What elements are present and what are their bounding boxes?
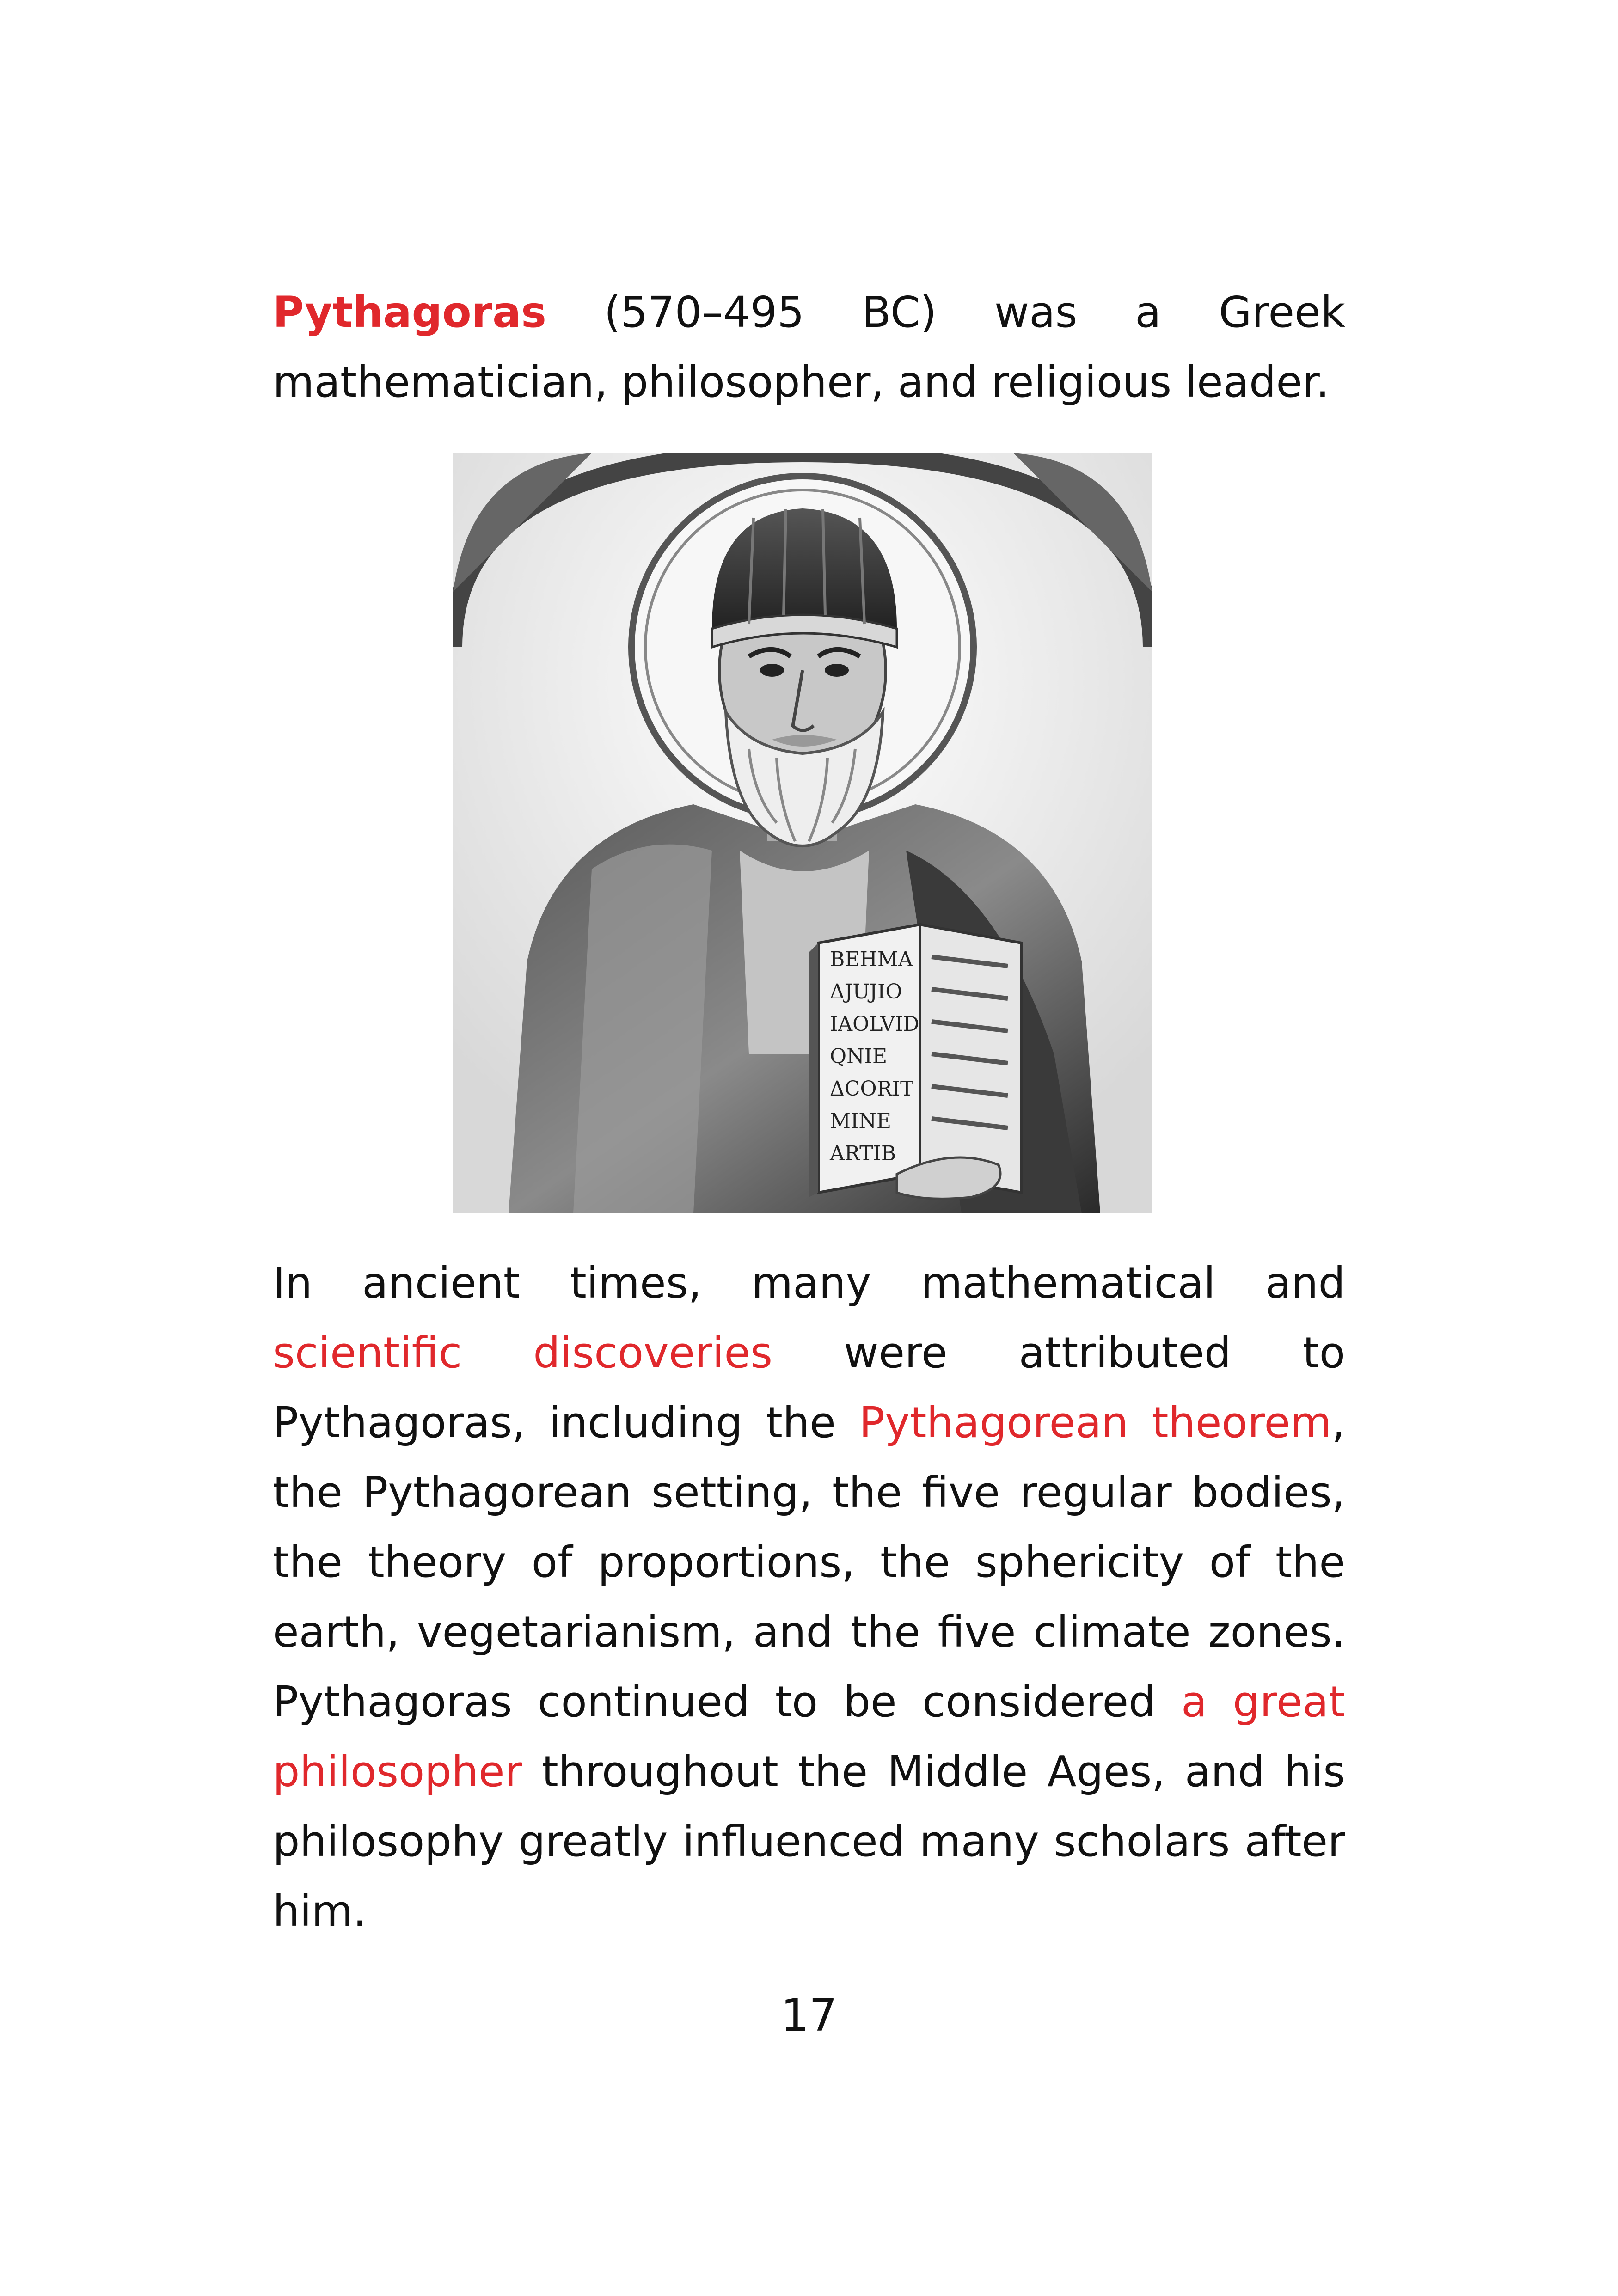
highlight-great-philosopher: a great philosopher [273, 1677, 1346, 1796]
book-line-3: IAOLVID [830, 1012, 919, 1036]
book-line-1: BEHMA [830, 948, 913, 971]
highlight-pythagorean-theorem: Pythagorean theorem [859, 1398, 1332, 1447]
intro-paragraph [273, 277, 1345, 417]
book-illustration [809, 925, 1022, 1197]
book-line-6: MINE [830, 1109, 892, 1133]
book-line-7: ARTIB [830, 1142, 896, 1165]
book-line-2: ΔJUJIO [830, 980, 902, 1004]
book-line-4: QNIE [830, 1045, 888, 1068]
body-text-1: In ancient times, many mathematical and [273, 1258, 1345, 1308]
body-paragraph [273, 1248, 1345, 1946]
pythagoras-portrait [453, 453, 1152, 1213]
body-text-2: were attributed to Pythagoras, including the [273, 1328, 1345, 1447]
intro-text-line1: (570–495 BC) was a Greek [546, 288, 1345, 337]
highlight-name: Pythagoras [273, 288, 546, 337]
portrait-illustration [453, 453, 1152, 1213]
body-text-3: , the Pythagorean setting, the five regular bodies, the theory of proportions, the sphericity of the earth, vegetarianism, and the five climate zones. Pythagoras continued to be considered [273, 1398, 1345, 1727]
page-number: 17 [780, 1990, 838, 2041]
highlight-scientific-discoveries: scientific discoveries [273, 1328, 773, 1378]
book-line-5: ΔCORIT [830, 1077, 914, 1101]
intro-text-line2: mathematician, philosopher, and religious leader. [273, 357, 1330, 407]
body-text-4: throughout the Middle Ages, and his philosophy greatly influenced many scholars after him. [273, 1747, 1345, 1936]
